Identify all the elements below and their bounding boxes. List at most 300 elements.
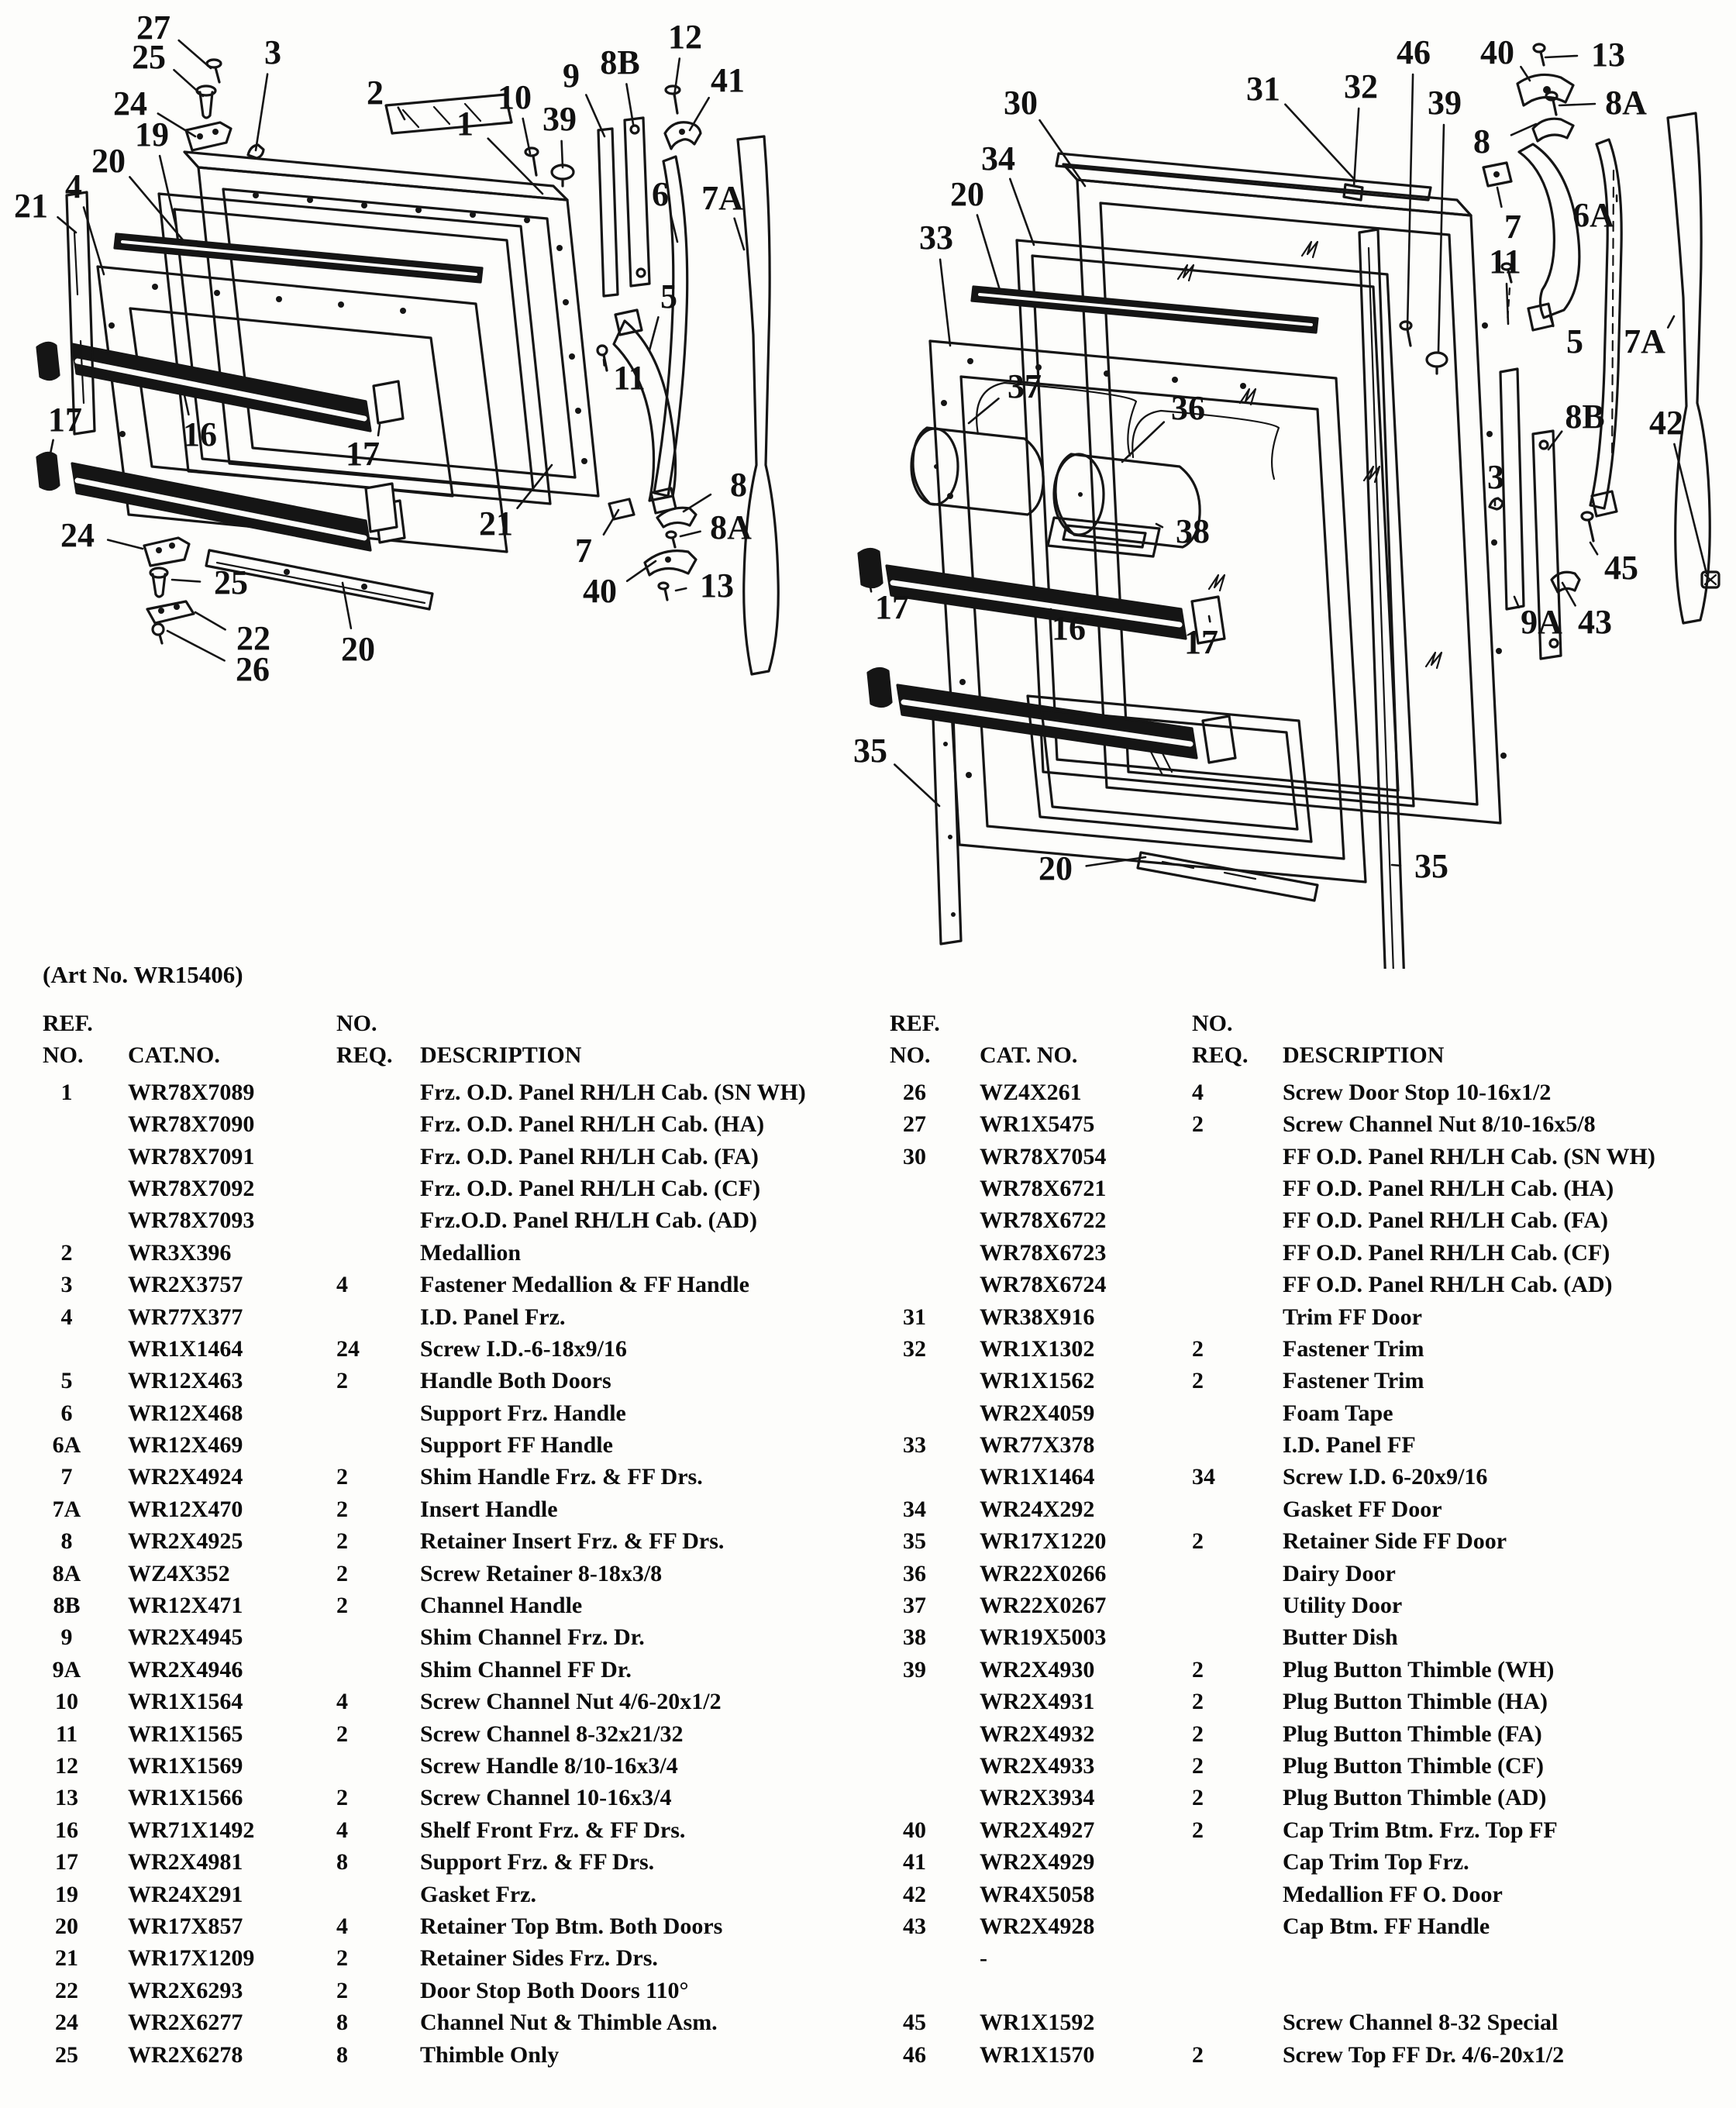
cell-cat-no: WR12X470: [128, 1496, 243, 1522]
callout-leader-line: [1156, 524, 1162, 527]
cell-description: Utility Door: [1283, 1593, 1403, 1619]
table-row: [43, 1590, 884, 1621]
callout-leader-line: [969, 398, 999, 423]
cell-description: Trim FF Door: [1283, 1304, 1422, 1330]
cell-no-req: [327, 1173, 420, 1204]
cell-ref-no: 25: [55, 2041, 78, 2068]
callout-label: 8A: [710, 508, 752, 546]
callout-leader-line: [1354, 108, 1359, 186]
cell-ref-no: [890, 1461, 939, 1493]
cell-cat-no: WR38X916: [980, 1304, 1095, 1330]
cell-description: Medallion FF O. Door: [1283, 1881, 1503, 1907]
callout-leader-line: [1562, 583, 1576, 605]
cell-description: Plug Button Thimble (AD): [1283, 1785, 1547, 1811]
cell-cat-no: WR2X4981: [128, 1849, 243, 1876]
cell-description: Screw Top FF Dr. 4/6-20x1/2: [1283, 2041, 1565, 2068]
cell-description: Channel Nut & Thimble Asm.: [420, 2010, 718, 2036]
table-row: [890, 1782, 1734, 1814]
cell-ref-no: 4: [60, 1304, 73, 1330]
cell-cat-no: WR19X5003: [980, 1624, 1107, 1651]
table-row: [890, 1942, 1734, 1974]
cell-cat-no: WR78X7092: [128, 1175, 255, 1201]
cell-cat-no: WR22X0266: [980, 1560, 1107, 1586]
ff-door-diagram: [859, 44, 1719, 969]
cell-description: [1283, 1942, 1734, 1974]
callout-label: 33: [919, 219, 953, 257]
cell-cat-no: -: [980, 1945, 987, 1972]
cell-description: Support Frz. Handle: [420, 1400, 626, 1426]
cell-no-req: [327, 1654, 420, 1686]
cell-no-req: 2: [336, 1496, 348, 1522]
header-ref-line1: REF.: [890, 1011, 940, 1036]
table-row: [890, 1654, 1734, 1686]
callout-label: 25: [132, 38, 166, 76]
cell-no-req: [327, 1621, 420, 1653]
table-row: [43, 1654, 884, 1686]
cell-description: Retainer Sides Frz. Drs.: [420, 1945, 658, 1972]
cell-cat-no: WR2X6277: [128, 2010, 243, 2036]
callout-leader-line: [1209, 616, 1210, 622]
callout-label: 40: [583, 572, 617, 610]
cell-cat-no: WR12X469: [128, 1432, 243, 1459]
cell-no-req: 2: [1192, 1368, 1204, 1394]
cell-ref-no: 9A: [52, 1656, 81, 1683]
cell-no-req: 4: [336, 1817, 348, 1843]
callout-leader-line: [172, 580, 200, 582]
table-row: [43, 1975, 884, 2006]
cell-cat-no: WR71X1492: [128, 1817, 255, 1843]
cell-ref-no: [43, 1333, 91, 1365]
cell-cat-no: WR77X377: [128, 1304, 243, 1330]
cell-no-req: [1186, 1204, 1283, 1236]
cell-cat-no: WR2X3934: [980, 1785, 1095, 1811]
cell-ref-no: 46: [903, 2041, 926, 2068]
table-rows: [43, 1076, 884, 2071]
cell-no-req: [1186, 1846, 1283, 1878]
cell-description: Retainer Insert Frz. & FF Drs.: [420, 1528, 725, 1555]
callout-label: 34: [981, 140, 1015, 177]
cell-description: Plug Button Thimble (CF): [1283, 1752, 1544, 1779]
cell-ref-no: [890, 1975, 939, 2006]
cell-ref-no: 45: [903, 2010, 926, 2036]
exploded-diagram: [0, 0, 1736, 969]
cell-description: Screw Channel 8-32 Special: [1283, 2010, 1559, 2036]
cell-description: Insert Handle: [420, 1496, 558, 1522]
cell-ref-no: [43, 1204, 91, 1236]
callout-leader-line: [1392, 865, 1400, 866]
callout-leader-line: [676, 588, 686, 591]
cell-description: Plug Button Thimble (HA): [1283, 1689, 1548, 1715]
callout-leader-line: [627, 561, 656, 581]
cell-description: Fastener Trim: [1283, 1368, 1424, 1394]
table-row: [890, 1686, 1734, 1717]
callout-label: 20: [341, 630, 375, 668]
cell-ref-no: 9: [60, 1624, 73, 1651]
table-row: [890, 1910, 1734, 1942]
cell-no-req: 2: [1192, 1689, 1204, 1715]
cell-description: Screw I.D. 6-20x9/16: [1283, 1464, 1488, 1490]
table-row: [43, 1686, 884, 1717]
cell-cat-no: WR12X468: [128, 1400, 243, 1426]
cell-description: Support Frz. & FF Drs.: [420, 1849, 655, 1876]
cell-ref-no: 26: [903, 1079, 926, 1105]
table-row: [890, 1237, 1734, 1269]
table-row: [43, 1558, 884, 1590]
table-row: [890, 1429, 1734, 1461]
callout-label: 24: [60, 516, 95, 554]
cell-no-req: 4: [336, 1272, 348, 1298]
cell-ref-no: 19: [55, 1881, 78, 1907]
cell-no-req: [327, 1301, 420, 1333]
cell-description: Frz. O.D. Panel RH/LH Cab. (FA): [420, 1143, 759, 1169]
cell-description: Cap Btm. FF Handle: [1283, 1913, 1490, 1939]
callout-label: 25: [214, 563, 248, 601]
cell-no-req: 34: [1192, 1464, 1215, 1490]
callout-leader-line: [940, 260, 950, 346]
cell-no-req: 2: [1192, 1720, 1204, 1747]
callout-label: 17: [346, 435, 380, 473]
cell-cat-no: WR17X857: [128, 1913, 243, 1939]
table-row: [890, 1397, 1734, 1429]
table-row: [890, 1301, 1734, 1333]
callout-label: 8: [1473, 122, 1490, 160]
callout-leader-line: [1674, 444, 1707, 574]
cell-ref-no: 21: [55, 1945, 78, 1972]
cell-no-req: [1186, 1173, 1283, 1204]
cell-no-req: [1186, 1397, 1283, 1429]
cell-description: Channel Handle: [420, 1593, 583, 1619]
cell-description: Door Stop Both Doors 110°: [420, 1977, 689, 2003]
table-row: [890, 1141, 1734, 1173]
callout-label: 27: [136, 9, 170, 46]
table-row: [43, 1076, 884, 1108]
table-row: [43, 1141, 884, 1173]
callout-leader-line: [1507, 284, 1508, 324]
cell-ref-no: 38: [903, 1624, 926, 1651]
callout-leader-line: [1407, 74, 1413, 329]
cell-description: Screw Channel Nut 4/6-20x1/2: [420, 1689, 722, 1715]
callout-label: 12: [668, 18, 702, 56]
cell-cat-no: WR2X4946: [128, 1656, 243, 1683]
cell-no-req: 2: [1192, 1335, 1204, 1362]
cell-ref-no: [890, 1173, 939, 1204]
cell-no-req: [1186, 1879, 1283, 1910]
cell-cat-no: WR12X463: [128, 1368, 243, 1394]
callout-label: 9: [563, 57, 580, 95]
cell-description: Screw Channel 10-16x3/4: [420, 1785, 672, 1811]
cell-description: Dairy Door: [1283, 1560, 1396, 1586]
cell-description: Shim Channel FF Dr.: [420, 1656, 632, 1683]
table-row: [43, 1493, 884, 1525]
callout-leader-line: [562, 141, 563, 167]
cell-no-req: [1186, 1301, 1283, 1333]
cell-description: Foam Tape: [1283, 1400, 1393, 1426]
callout-leader-line: [690, 98, 709, 130]
cell-description: Retainer Side FF Door: [1283, 1528, 1507, 1555]
cell-ref-no: 5: [60, 1368, 73, 1394]
callout-label: 13: [1591, 36, 1625, 74]
cell-ref-no: [43, 1108, 91, 1140]
callout-label: 24: [113, 84, 147, 122]
callout-label: 11: [1489, 243, 1521, 281]
cell-description: Screw Door Stop 10-16x1/2: [1283, 1079, 1552, 1105]
callout-leader-line: [84, 208, 104, 275]
callout-label: 45: [1604, 549, 1638, 587]
cell-cat-no: WR1X5475: [980, 1111, 1095, 1138]
callout-label: 10: [498, 78, 532, 116]
cell-ref-no: [890, 1782, 939, 1814]
callout-leader-line: [1548, 432, 1562, 450]
table-row: [890, 1365, 1734, 1397]
cell-cat-no: WR78X7054: [980, 1143, 1107, 1169]
cell-ref-no: 22: [55, 1977, 78, 2003]
callout-label: 8: [730, 466, 747, 504]
table-row: [43, 1365, 884, 1397]
cell-cat-no: WR17X1220: [980, 1528, 1107, 1555]
cell-no-req: [1186, 1269, 1283, 1300]
callout-label: 17: [1184, 623, 1218, 661]
cell-cat-no: WR78X7089: [128, 1079, 255, 1105]
cell-description: Medallion: [420, 1239, 522, 1266]
cell-cat-no: WR2X4933: [980, 1752, 1095, 1779]
cell-cat-no: WZ4X352: [128, 1560, 230, 1586]
callout-leader-line: [894, 765, 939, 807]
art-number: (Art No. WR15406): [43, 961, 243, 988]
cell-no-req: [327, 1108, 420, 1140]
callout-label: 26: [236, 650, 270, 688]
cell-cat-no: WR1X1302: [980, 1335, 1095, 1362]
callout-label: 42: [1649, 404, 1683, 442]
cell-no-req: 8: [336, 2041, 348, 2068]
callout-leader-line: [684, 494, 711, 512]
header-desc: DESCRIPTION: [420, 1042, 582, 1069]
cell-no-req: 2: [336, 1593, 348, 1619]
callout-label: 35: [1414, 847, 1448, 885]
table-row: [890, 1879, 1734, 1910]
table-row: [890, 1975, 1734, 2006]
table-row: [890, 1558, 1734, 1590]
cell-ref-no: [890, 1686, 939, 1717]
cell-ref-no: 41: [903, 1849, 926, 1876]
cell-no-req: 2: [1192, 1656, 1204, 1683]
table-row: [890, 1269, 1734, 1300]
table-row: [890, 1173, 1734, 1204]
cell-cat-no: WR2X4059: [980, 1400, 1095, 1426]
callout-label: 40: [1480, 33, 1514, 71]
cell-no-req: 2: [336, 1464, 348, 1490]
cell-no-req: [1186, 1621, 1283, 1653]
cell-description: Frz. O.D. Panel RH/LH Cab. (CF): [420, 1175, 761, 1201]
table-row: [43, 1621, 884, 1653]
cell-ref-no: 3: [60, 1272, 73, 1298]
cell-description: Gasket FF Door: [1283, 1496, 1442, 1522]
table-row: [890, 2006, 1734, 2038]
callout-label: 20: [1038, 849, 1073, 887]
cell-description: Frz. O.D. Panel RH/LH Cab. (SN WH): [420, 1079, 806, 1105]
callout-label: 30: [1004, 84, 1038, 122]
callout-leader-line: [1590, 542, 1597, 554]
callout-label: 5: [660, 277, 677, 315]
cell-cat-no: WR17X1209: [128, 1945, 255, 1972]
callout-label: 7: [575, 532, 592, 570]
cell-ref-no: 1: [60, 1079, 73, 1105]
cell-description: Screw Handle 8/10-16x3/4: [420, 1752, 678, 1779]
cell-no-req: [327, 1750, 420, 1782]
cell-description: Shim Channel Frz. Dr.: [420, 1624, 645, 1651]
cell-ref-no: 33: [903, 1432, 926, 1459]
callout-label: 11: [613, 359, 646, 397]
cell-cat-no: WR77X378: [980, 1432, 1095, 1459]
callout-label: 9A: [1521, 603, 1562, 641]
cell-cat-no: WR78X6721: [980, 1175, 1107, 1201]
cell-no-req: 2: [336, 1368, 348, 1394]
cell-description: Thimble Only: [420, 2041, 560, 2068]
table-row: [43, 2039, 884, 2071]
cell-ref-no: 32: [903, 1335, 926, 1362]
cell-cat-no: WR2X6278: [128, 2041, 243, 2068]
cell-no-req: 2: [336, 1977, 348, 2003]
callout-label: 3: [1487, 458, 1504, 496]
cell-no-req: 8: [336, 1849, 348, 1876]
cell-ref-no: 35: [903, 1528, 926, 1555]
cell-cat-no: [939, 1975, 1186, 2006]
parts-table-left: [43, 1008, 884, 2071]
cell-cat-no: WR24X292: [980, 1496, 1095, 1522]
cell-ref-no: 17: [55, 1849, 78, 1876]
cell-cat-no: WR24X291: [128, 1881, 243, 1907]
cell-no-req: 2: [1192, 2041, 1204, 2068]
cell-cat-no: WR4X5058: [980, 1881, 1095, 1907]
callout-label: 41: [711, 61, 745, 99]
cell-cat-no: WR3X396: [128, 1239, 232, 1266]
cell-description: FF O.D. Panel RH/LH Cab. (CF): [1283, 1239, 1610, 1266]
header-cat: CAT.NO.: [128, 1042, 220, 1069]
header-req-line2: REQ.: [1192, 1042, 1249, 1069]
header-ref-line2: NO.: [890, 1042, 931, 1069]
cell-description: FF O.D. Panel RH/LH Cab. (SN WH): [1283, 1143, 1655, 1169]
callout-label: 35: [853, 732, 887, 770]
cell-no-req: [327, 1076, 420, 1108]
callout-label: 6A: [1572, 196, 1614, 234]
callout-leader-line: [378, 425, 380, 436]
callout-leader-line: [174, 70, 204, 96]
callout-leader-line: [167, 631, 225, 660]
cell-cat-no: WR1X1565: [128, 1720, 243, 1747]
callout-label: 7A: [1624, 322, 1665, 360]
header-req-line1: NO.: [336, 1011, 377, 1036]
callout-leader-line: [1545, 56, 1577, 57]
cell-ref-no: 10: [55, 1689, 78, 1715]
cell-cat-no: WR78X6723: [980, 1239, 1107, 1266]
table-row: [890, 2039, 1734, 2071]
callout-label: 8B: [600, 43, 640, 81]
cell-no-req: 8: [336, 2010, 348, 2036]
cell-ref-no: 34: [903, 1496, 926, 1522]
cell-ref-no: 40: [903, 1817, 926, 1843]
callout-label: 7A: [701, 179, 743, 217]
table-row: [43, 2006, 884, 2038]
table-row: [43, 1525, 884, 1557]
table-row: [43, 1333, 884, 1365]
table-row: [43, 1782, 884, 1814]
cell-ref-no: [890, 1750, 939, 1782]
callout-leader-line: [108, 540, 143, 549]
callout-leader-line: [343, 583, 351, 629]
table-row: [890, 1525, 1734, 1557]
cell-ref-no: 6: [60, 1400, 73, 1426]
table-header: [890, 1008, 1734, 1072]
cell-no-req: [1186, 1493, 1283, 1525]
cell-ref-no: [43, 1141, 91, 1173]
callout-label: 39: [542, 100, 577, 138]
callout-label: 13: [700, 567, 734, 604]
header-req-line1: NO.: [1192, 1011, 1233, 1036]
cell-no-req: 2: [1192, 1528, 1204, 1555]
cell-cat-no: WR1X1464: [980, 1464, 1095, 1490]
table-row: [890, 1076, 1734, 1108]
table-row: [43, 1942, 884, 1974]
table-row: [43, 1204, 884, 1236]
cell-cat-no: WR78X7093: [128, 1207, 255, 1234]
cell-cat-no: WR78X6724: [980, 1272, 1107, 1298]
table-row: [43, 1718, 884, 1750]
parts-table-right: [890, 1008, 1734, 2071]
table-row: [890, 1493, 1734, 1525]
table-row: [890, 1814, 1734, 1846]
cell-no-req: 2: [336, 1785, 348, 1811]
callout-leader-line: [256, 74, 267, 150]
callout-label: 17: [48, 401, 82, 439]
cell-cat-no: WR1X1562: [980, 1368, 1095, 1394]
callout-leader-line: [977, 215, 1000, 291]
callout-leader-line: [1010, 179, 1034, 245]
cell-ref-no: 2: [60, 1239, 73, 1266]
cell-no-req: 2: [336, 1528, 348, 1555]
table-rows: [890, 1076, 1734, 2071]
table-row: [43, 1173, 884, 1204]
cell-description: Retainer Top Btm. Both Doors: [420, 1913, 723, 1939]
table-row: [43, 1846, 884, 1878]
table-row: [890, 1750, 1734, 1782]
cell-cat-no: WR12X471: [128, 1593, 243, 1619]
cell-ref-no: 6A: [52, 1432, 81, 1459]
cell-no-req: 24: [336, 1335, 360, 1362]
cell-ref-no: 7A: [52, 1496, 81, 1522]
cell-no-req: 2: [336, 1720, 348, 1747]
cell-description: Screw Channel Nut 8/10-16x5/8: [1283, 1111, 1596, 1138]
callout-leader-line: [680, 532, 701, 536]
cell-cat-no: WR1X1566: [128, 1785, 243, 1811]
callout-label: 2: [367, 74, 384, 112]
cell-cat-no: WR2X6293: [128, 1977, 243, 2003]
cell-ref-no: [890, 1718, 939, 1750]
table-row: [43, 1237, 884, 1269]
cell-no-req: [1186, 1558, 1283, 1590]
cell-ref-no: 8B: [53, 1593, 81, 1619]
cell-cat-no: WR2X4924: [128, 1464, 243, 1490]
cell-ref-no: 8: [60, 1528, 73, 1555]
cell-description: Screw I.D.-6-18x9/16: [420, 1335, 627, 1362]
cell-description: Plug Button Thimble (WH): [1283, 1656, 1555, 1683]
cell-cat-no: WR2X4928: [980, 1913, 1095, 1939]
cell-description: Screw Channel 8-32x21/32: [420, 1720, 684, 1747]
callout-label: 16: [1052, 609, 1086, 647]
callout-label: 20: [91, 142, 126, 180]
cell-no-req: [1186, 2006, 1283, 2038]
callout-label: 8A: [1605, 84, 1647, 122]
cell-ref-no: 39: [903, 1656, 926, 1683]
callout-leader-line: [626, 84, 633, 124]
